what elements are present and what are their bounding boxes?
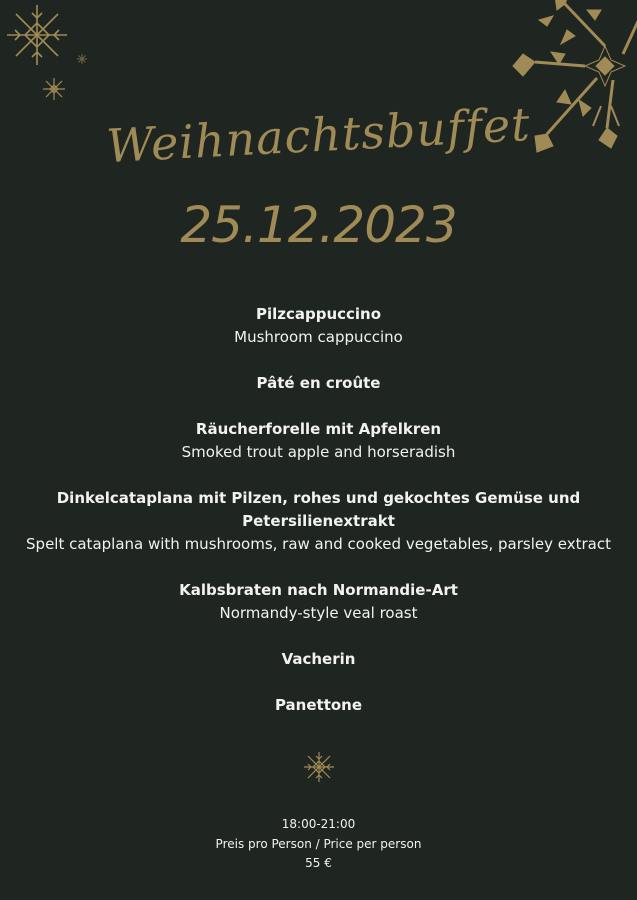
price-value: 55 €	[305, 856, 332, 870]
course-name-en: Mushroom cappuccino	[234, 328, 403, 346]
menu-list	[0, 303, 637, 740]
serving-time: 18:00-21:00	[281, 817, 356, 831]
course-name-en: Smoked trout apple and horseradish	[181, 443, 456, 461]
snowflake-icon	[301, 749, 337, 785]
event-date: 25.12.2023	[180, 196, 457, 254]
menu-course	[0, 487, 637, 556]
menu-course	[0, 694, 637, 717]
course-name-de: Räucherforelle mit Apfelkren	[195, 420, 442, 438]
course-name-de: Pâté en croûte	[256, 374, 381, 392]
menu-course	[0, 303, 637, 349]
course-name-en: Normandy-style veal roast	[219, 604, 418, 622]
price-label: Preis pro Person / Price per person	[215, 836, 422, 851]
snowflake-icon	[41, 76, 67, 102]
course-name-de: Dinkelcataplana mit Pilzen, rohes und gekochtes Gemüse und Petersilienextrakt	[56, 489, 581, 530]
menu-course	[0, 579, 637, 625]
menu-course	[0, 648, 637, 671]
page-title: Weihnachtsbuffet	[105, 96, 532, 174]
snowflake-icon	[2, 0, 72, 70]
snowflake-icon	[76, 53, 88, 65]
snowflake-icon	[477, 0, 637, 180]
course-name-de: Panettone	[274, 696, 363, 714]
course-name-de: Kalbsbraten nach Normandie-Art	[179, 581, 458, 599]
course-name-de: Vacherin	[281, 650, 356, 668]
menu-course	[0, 372, 637, 395]
course-name-de: Pilzcappuccino	[255, 305, 382, 323]
course-name-en: Spelt cataplana with mushrooms, raw and cooked vegetables, parsley extract	[26, 535, 611, 553]
menu-course	[0, 418, 637, 464]
footer	[0, 815, 637, 874]
